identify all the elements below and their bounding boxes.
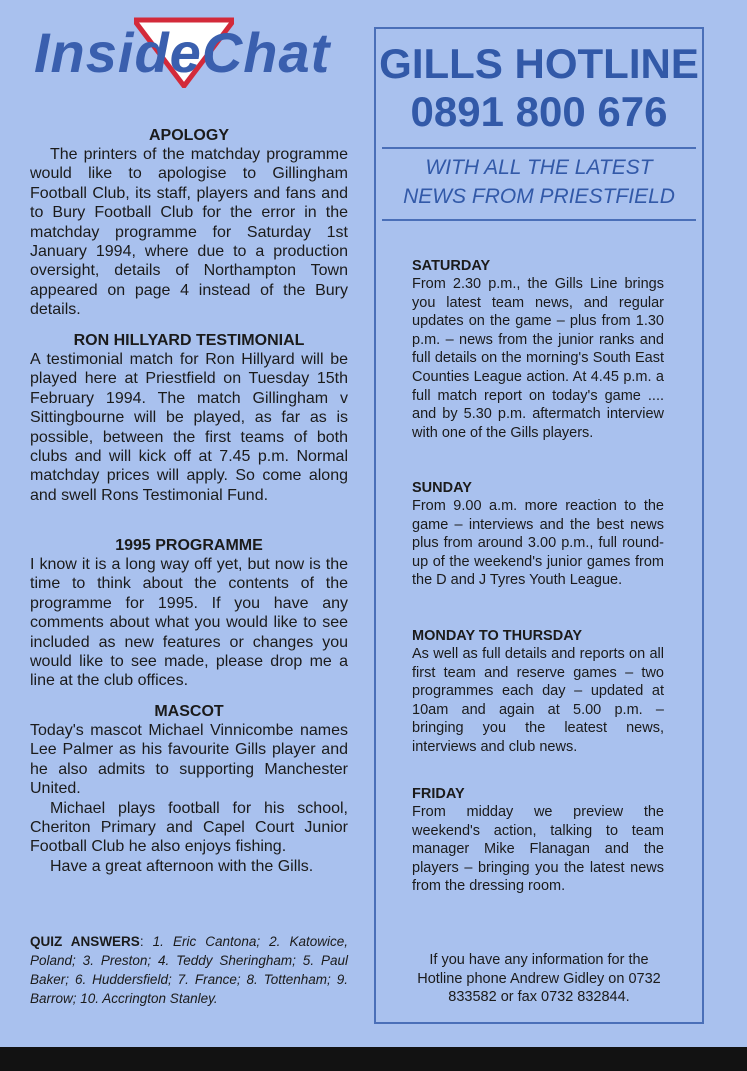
hotline-contact-info: If you have any information for the Hotline phone Andrew Gidley on 0732 833582 or fax 0732 832844. — [417, 952, 661, 1006]
monday-thursday-section — [412, 627, 664, 757]
programme-heading: 1995 PROGRAMME — [115, 537, 263, 554]
page-bottom-edge — [0, 1047, 747, 1071]
apology-body: The printers of the matchday programme would like to apologise to Gillingham Football Club, its staff, players and fans and to Bury Football Club for the error in the matchday programme for Saturday 1st January 1994, where due to a production oversight, details of Northampton Town appeared on page 4 instead of the Bury details. — [30, 146, 348, 319]
testimonial-section — [30, 331, 348, 505]
hotline-title: GILLS HOTLINE — [379, 40, 699, 87]
tagline-line-2: NEWS FROM PRIESTFIELD — [403, 185, 675, 208]
monday-thursday-heading: MONDAY TO THURSDAY — [412, 628, 583, 644]
mascot-paragraph-3: Have a great afternoon with the Gills. — [50, 857, 314, 875]
saturday-body: From 2.30 p.m., the Gills Line brings you latest team news, and regular updates on the game – plus from 1.30 p.m. – news from the junior ranks and full details on the morning's South East Counties League action. At 4.45 p.m. a full match report on today's game .... and by 5.30 p.m. aftermatch interview with one of the Gills players. — [412, 276, 664, 441]
testimonial-body: A testimonial match for Ron Hillyard will be played here at Priestfield on Tuesday 15th February 1994. The match Gillingham v Sittingbourne will be played, as far as is possible, between the first teams of both clubs and will kick off at 7.45 p.m. Normal matchday prices will apply. So come along and swell Rons Testimonial Fund. — [30, 351, 348, 504]
sunday-section — [412, 479, 664, 590]
gills-hotline-panel — [374, 27, 704, 1024]
saturday-heading: SATURDAY — [412, 258, 491, 274]
mascot-paragraph-2: Michael plays football for his school, Cheriton Primary and Capel Court Junior Football Club he also enjoys fishing. — [30, 799, 348, 856]
tagline-line-1: WITH ALL THE LATEST — [425, 156, 653, 179]
programme-section — [30, 536, 348, 691]
friday-section — [412, 785, 664, 896]
logo-text: InsideChat — [34, 21, 331, 84]
apology-heading: APOLOGY — [148, 127, 229, 144]
testimonial-heading: RON HILLYARD TESTIMONIAL — [73, 332, 305, 349]
friday-heading: FRIDAY — [412, 786, 465, 802]
apology-section — [30, 126, 348, 320]
inside-chat-column — [30, 0, 349, 1006]
hotline-phone-number: 0891 800 676 — [410, 88, 668, 135]
quiz-answers: QUIZ ANSWERS: 1. Eric Cantona; 2. Katowice, Poland; 3. Preston; 4. Teddy Sheringham; 5. Paul Baker; 6. Huddersfield; 7. France; 8. Tottenham; 9. Barrow; 10. Accrington Stanley. — [30, 934, 349, 1006]
inside-chat-logo — [30, 0, 348, 100]
mascot-section — [30, 702, 348, 876]
mascot-heading: MASCOT — [154, 703, 224, 720]
tagline-divider — [382, 219, 696, 221]
programme-body: I know it is a long way off yet, but now is the time to think about the contents of the programme for 1995. If you have any comments about what you would like to see included as new features or changes you would like to see made, please drop me a line at the club offices. — [30, 556, 348, 690]
sunday-body: From 9.00 a.m. more reaction to the game – interviews and the best news plus from around 3.00 p.m., full round-up of the weekend's junior games from the D and J Tyres Youth League. — [412, 498, 664, 589]
saturday-section — [412, 257, 664, 442]
sunday-heading: SUNDAY — [412, 480, 472, 496]
hotline-tagline — [376, 153, 702, 211]
monday-thursday-body: As well as full details and reports on all first team and reserve games – two programmes each day – updated at 10am and again at 5.00 p.m. – bringing you the leatest news, interviews and club news. — [412, 646, 664, 755]
mascot-paragraph-1: Today's mascot Michael Vinnicombe names Lee Palmer as his favourite Gills player and he also admits to supporting Manchester United. — [30, 722, 348, 798]
quiz-label: QUIZ ANSWERS — [30, 934, 140, 949]
hotline-divider — [382, 147, 696, 149]
friday-body: From midday we preview the weekend's action, talking to team manager Mike Flanagan and the players – bringing you the latest news from the dressing room. — [412, 804, 664, 895]
quiz-answers-text: 1. Eric Cantona; 2. Katowice, Poland; 3. Preston; 4. Teddy Sheringham; 5. Paul Baker; 6. Huddersfield; 7. France; 8. Tottenham; 9. Barrow; 10. Accrington Stanley. — [30, 934, 349, 1006]
